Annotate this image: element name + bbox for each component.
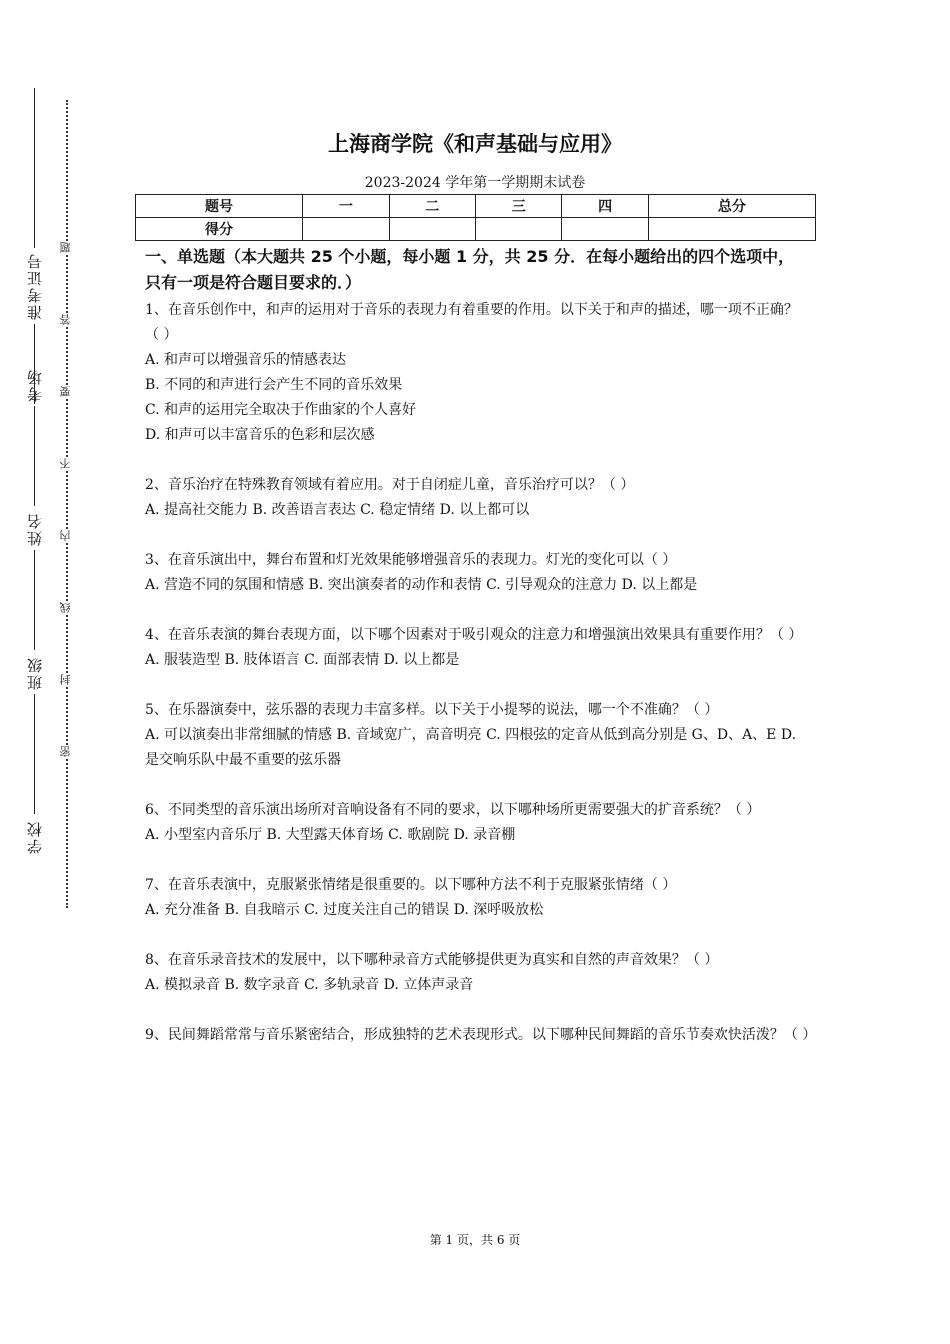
- question-stem: 6、不同类型的音乐演出场所对音响设备有不同的要求，以下哪种场所更需要强大的扩音系统？（ ）: [145, 802, 761, 818]
- score-header-cell: 一: [303, 195, 389, 218]
- question-stem: 8、在音乐录音技术的发展中，以下哪种录音方式能够提供更为真实和自然的声音效果？（ ）: [145, 952, 719, 968]
- question-6: [145, 798, 810, 848]
- question-stem: 7、在音乐表演中，克服紧张情绪是很重要的。以下哪种方法不利于克服紧张情绪（ ）: [145, 877, 677, 893]
- field-label-exam-room: 考场: [25, 368, 44, 402]
- question-options: A. 小型室内音乐厅 B. 大型露天体育场 C. 歌剧院 D. 录音棚: [145, 827, 516, 843]
- score-cell[interactable]: [562, 218, 648, 241]
- question-2: [145, 473, 810, 523]
- exam-content: [145, 244, 817, 1073]
- question-4: [145, 623, 810, 673]
- question-option: C. 和声的运用完全取决于作曲家的个人喜好: [145, 402, 417, 418]
- field-label-class: 班级: [25, 656, 44, 690]
- question-option: B. 不同的和声进行会产生不同的音乐效果: [145, 377, 403, 393]
- score-header-cell: 二: [389, 195, 475, 218]
- question-stem: 3、在音乐演出中，舞台布置和灯光效果能够增强音乐的表现力。灯光的变化可以（ ）: [145, 552, 677, 568]
- seal-char: 答: [58, 314, 76, 325]
- question-stem: 5、在乐器演奏中，弦乐器的表现力丰富多样。以下关于小提琴的说法，哪一个不准确？（ ）: [145, 702, 719, 718]
- question-stem: 2、音乐治疗在特殊教育领域有着应用。对于自闭症儿童，音乐治疗可以？（ ）: [145, 477, 635, 493]
- question-option: A. 和声可以增强音乐的情感表达: [145, 352, 347, 368]
- question-options: A. 模拟录音 B. 数字录音 C. 多轨录音 D. 立体声录音: [145, 977, 474, 993]
- seal-char: 线: [58, 602, 76, 613]
- score-cell[interactable]: [648, 218, 815, 241]
- score-header-cell: 题号: [136, 195, 303, 218]
- field-label-school: 学校: [25, 820, 44, 854]
- score-header-cell: 四: [562, 195, 648, 218]
- question-options: A. 服装造型 B. 肢体语言 C. 面部表情 D. 以上都是: [145, 652, 460, 668]
- question-options: A. 营造不同的氛围和情感 B. 突出演奏者的动作和表情 C. 引导观众的注意力 D. 以上都是: [145, 577, 698, 593]
- question-stem: 1、在音乐创作中，和声的运用对于音乐的表现力有着重要的作用。以下关于和声的描述，哪一项不正确？（ ）: [145, 302, 798, 343]
- score-table-score-row: [136, 218, 816, 241]
- question-stem: 4、在音乐表演的舞台表现方面，以下哪个因素对于吸引观众的注意力和增强演出效果具有重要作用？（ ）: [145, 627, 803, 643]
- score-table-header-row: [136, 195, 816, 218]
- score-header-cell: 三: [475, 195, 561, 218]
- question-options: A. 提高社交能力 B. 改善语言表达 C. 稳定情绪 D. 以上都可以: [145, 502, 530, 518]
- score-header-cell: 总分: [648, 195, 815, 218]
- field-name: [14, 508, 54, 650]
- question-3: [145, 548, 810, 598]
- exam-subtitle: 2023-2024 学年第一学期期末试卷: [364, 175, 586, 191]
- score-cell[interactable]: [475, 218, 561, 241]
- seal-dotted-line: [66, 100, 68, 908]
- field-school: [14, 816, 54, 858]
- exam-title: 上海商学院《和声基础与应用》: [328, 132, 622, 156]
- page-footer: 第 1 页，共 6 页: [429, 1233, 521, 1247]
- score-cell[interactable]: [303, 218, 389, 241]
- section-heading: 一、单选题（本大题共 25 个小题，每小题 1 分，共 25 分．在每小题给出的四个选项中，只有一项是符合题目要求的．）: [145, 247, 795, 292]
- seal-char: 题: [58, 242, 76, 253]
- question-1: [145, 298, 810, 448]
- seal-char: 不: [58, 458, 76, 469]
- question-option: D. 和声可以丰富音乐的色彩和层次感: [145, 427, 375, 443]
- field-class: [14, 652, 54, 814]
- field-label-admission-number: 准考证号: [25, 252, 44, 320]
- question-options: A. 可以演奏出非常细腻的情感 B. 音域宽广，高音明亮 C. 四根弦的定音从低到高分别是 G、D、A、E D. 是交响乐队中最不重要的弦乐器: [145, 727, 797, 768]
- question-options: A. 充分准备 B. 自我暗示 C. 过度关注自己的错误 D. 深呼吸放松: [145, 902, 544, 918]
- seal-char: 封: [58, 674, 76, 685]
- seal-char: 要: [58, 386, 76, 397]
- question-7: [145, 873, 810, 923]
- question-stem: 9、民间舞蹈常常与音乐紧密结合，形成独特的艺术表现形式。以下哪种民间舞蹈的音乐节奏欢快活泼？（ ）: [145, 1027, 817, 1043]
- field-label-name: 姓名: [25, 512, 44, 546]
- field-exam-room: [14, 364, 54, 506]
- score-row-label: 得分: [136, 218, 303, 241]
- seal-char: 密: [58, 746, 76, 757]
- question-9: [145, 1023, 817, 1048]
- question-8: [145, 948, 810, 998]
- score-table: [135, 194, 816, 241]
- score-cell[interactable]: [389, 218, 475, 241]
- question-5: [145, 698, 810, 773]
- seal-char: 内: [58, 530, 76, 541]
